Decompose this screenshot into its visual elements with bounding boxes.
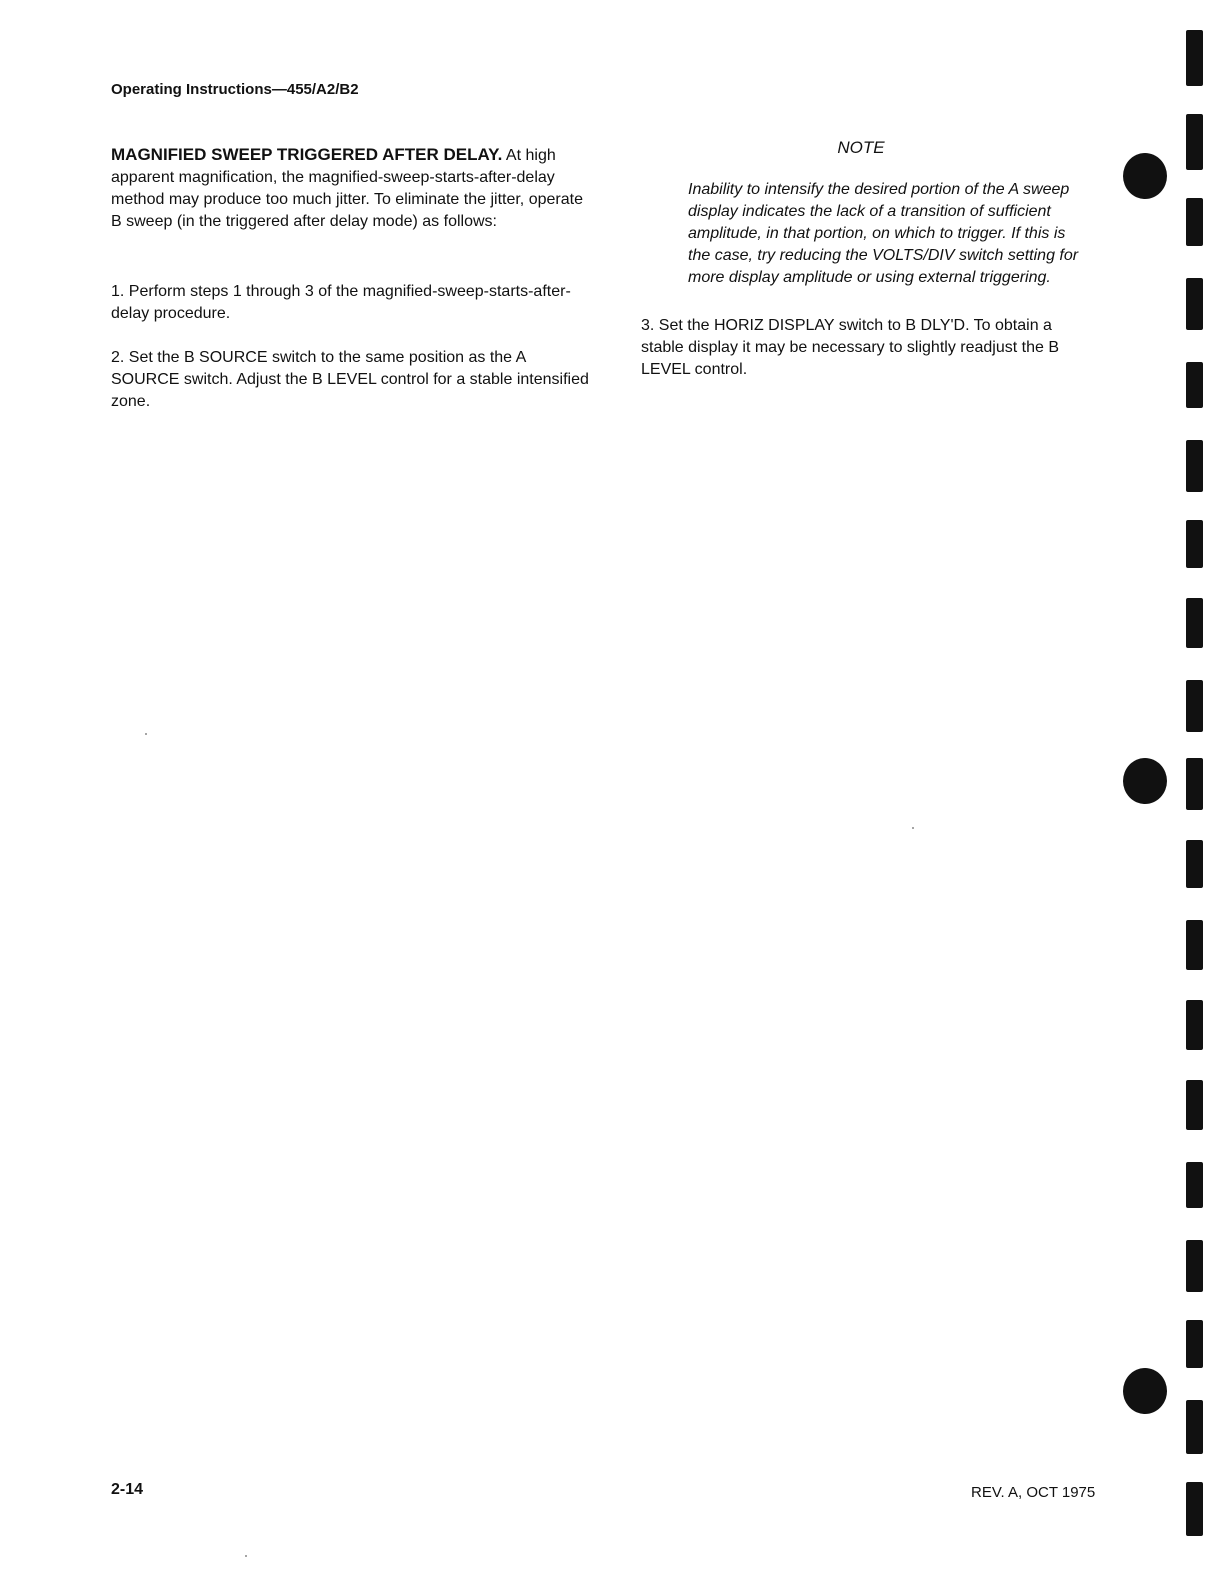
binder-bar [1186,520,1203,568]
right-column [641,137,1081,403]
binder-bar [1186,598,1203,648]
binder-hole [1123,758,1167,804]
binder-bar [1186,1482,1203,1536]
scan-speck [145,733,147,735]
binder-strip [1120,30,1220,1578]
binder-bar [1186,1400,1203,1454]
step-1: 1. Perform steps 1 through 3 of the magnified-sweep-starts-after-delay procedure. [111,283,571,322]
note-title: NOTE [837,138,885,157]
revision-label: REV. A, OCT 1975 [971,1484,1096,1501]
note-body: Inability to intensify the desired portion of the A sweep display indicates the lack of a transition of sufficient amplitude, in that portion, on which to trigger. If this is the case, try reducing the VOLTS/DIV switch setting for more display amplitude or using external triggering. [688,181,1079,286]
binder-bar [1186,1320,1203,1368]
binder-bar [1186,440,1203,492]
step-2: 2. Set the B SOURCE switch to the same position as the A SOURCE switch. Adjust the B LEVEL control for a stable intensified zone. [111,349,589,410]
binder-bar [1186,362,1203,408]
binder-bar [1186,1162,1203,1208]
binder-bar [1186,840,1203,888]
binder-bar [1186,1240,1203,1292]
binder-bar [1186,680,1203,732]
binder-bar [1186,1080,1203,1130]
intro-paragraph [111,144,591,233]
left-column [111,144,591,435]
step-3: 3. Set the HORIZ DISPLAY switch to B DLY'D. To obtain a stable display it may be necessary to slightly readjust the B LEVEL control. [641,317,1059,378]
binder-hole [1123,1368,1167,1414]
binder-bar [1186,30,1203,86]
scan-speck [245,1555,247,1557]
binder-bar [1186,278,1203,330]
binder-bar [1186,758,1203,810]
section-title: MAGNIFIED SWEEP TRIGGERED AFTER DELAY. [111,145,503,164]
binder-bar [1186,1000,1203,1050]
binder-bar [1186,114,1203,170]
binder-bar [1186,198,1203,246]
intro-text: At high apparent magnification, the magnified-sweep-starts-after-delay method may produce too much jitter. To eliminate the jitter, operate B sweep (in the triggered after delay mode) as follows: [111,147,583,230]
binder-bar [1186,920,1203,970]
scan-speck [912,827,914,829]
binder-hole [1123,153,1167,199]
page-header: Operating Instructions—455/A2/B2 [111,81,359,98]
page-number: 2-14 [111,1481,144,1498]
